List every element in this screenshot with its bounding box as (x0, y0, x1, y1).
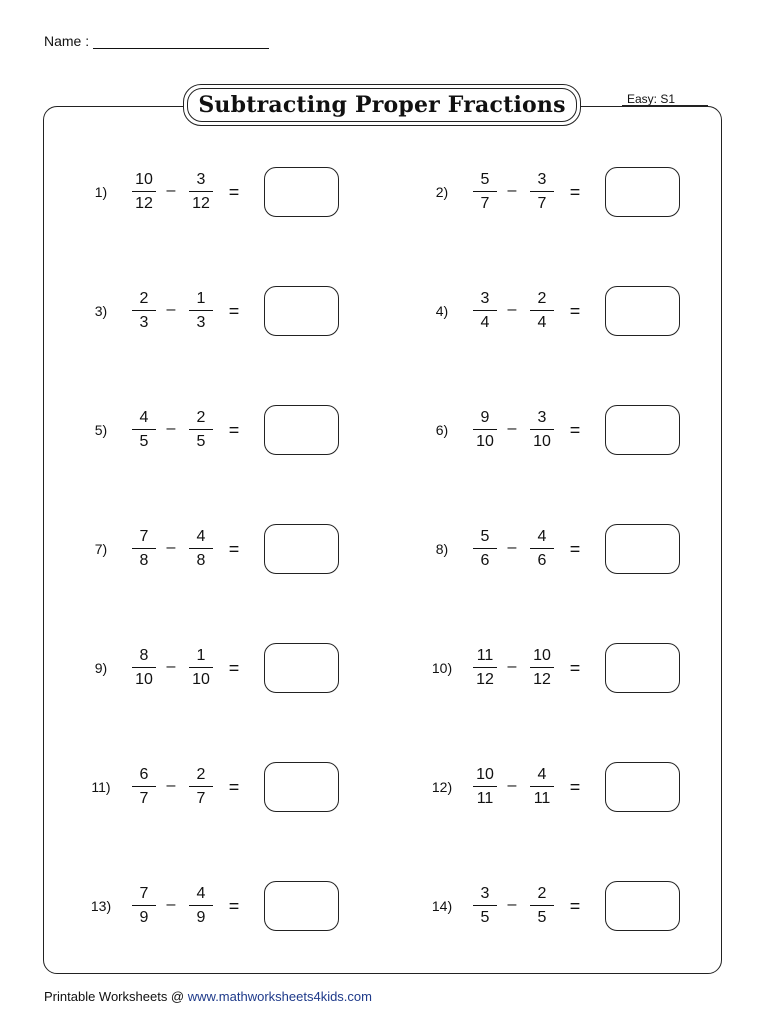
fraction-bar (189, 905, 213, 906)
denominator: 10 (476, 433, 494, 450)
numerator: 10 (135, 171, 153, 188)
fraction-bar (132, 429, 156, 430)
equals-sign: = (228, 420, 240, 440)
fraction-subtrahend (183, 527, 219, 571)
answer-box[interactable] (605, 762, 680, 812)
answer-box[interactable] (264, 524, 339, 574)
equals-sign: = (569, 658, 581, 678)
equals-sign: = (228, 539, 240, 559)
minus-sign: – (507, 301, 517, 318)
numerator: 9 (480, 409, 490, 426)
fraction-bar (530, 667, 554, 668)
problem-item (423, 643, 753, 693)
fraction-minuend (467, 527, 503, 571)
fraction-bar (132, 905, 156, 906)
problem-item (82, 286, 412, 336)
fraction-subtrahend (183, 765, 219, 809)
numerator: 1 (196, 647, 206, 664)
numerator: 4 (196, 528, 206, 545)
minus-sign: – (166, 420, 176, 437)
fraction-minuend (467, 170, 503, 214)
answer-box[interactable] (264, 643, 339, 693)
equals-sign: = (569, 182, 581, 202)
fraction-minuend (126, 408, 162, 452)
equals-sign: = (569, 420, 581, 440)
minus-sign: – (166, 896, 176, 913)
equals-sign: = (228, 777, 240, 797)
problem-number: 10) (431, 660, 453, 676)
equals-sign: = (569, 777, 581, 797)
problem-item (82, 167, 412, 217)
denominator: 12 (476, 671, 494, 688)
equals-sign: = (569, 539, 581, 559)
numerator: 7 (139, 528, 149, 545)
problem-number: 8) (435, 541, 449, 557)
fraction-subtrahend (183, 289, 219, 333)
name-blank-line[interactable] (93, 34, 269, 49)
footer-link[interactable]: www.mathworksheets4kids.com (187, 989, 372, 1004)
fraction-bar (530, 191, 554, 192)
answer-box[interactable] (264, 405, 339, 455)
answer-box[interactable] (605, 405, 680, 455)
equals-sign: = (228, 896, 240, 916)
problem-item (423, 881, 753, 931)
fraction-bar (473, 905, 497, 906)
equals-sign: = (569, 301, 581, 321)
minus-sign: – (507, 777, 517, 794)
fraction-minuend (467, 646, 503, 690)
numerator: 2 (537, 290, 547, 307)
minus-sign: – (166, 539, 176, 556)
problem-number: 4) (435, 303, 449, 319)
fraction-bar (473, 667, 497, 668)
denominator: 5 (480, 909, 490, 926)
denominator: 7 (537, 195, 547, 212)
minus-sign: – (507, 182, 517, 199)
denominator: 10 (533, 433, 551, 450)
difficulty-underline (622, 105, 708, 106)
problem-number: 5) (94, 422, 108, 438)
fraction-minuend (126, 884, 162, 928)
fraction-bar (473, 191, 497, 192)
minus-sign: – (507, 658, 517, 675)
denominator: 9 (139, 909, 149, 926)
numerator: 3 (537, 409, 547, 426)
denominator: 12 (135, 195, 153, 212)
numerator: 11 (476, 647, 494, 664)
fraction-bar (132, 786, 156, 787)
problem-item (82, 881, 412, 931)
equals-sign: = (228, 182, 240, 202)
denominator: 4 (480, 314, 490, 331)
fraction-bar (473, 786, 497, 787)
answer-box[interactable] (264, 286, 339, 336)
problem-item (423, 762, 753, 812)
fraction-minuend (126, 646, 162, 690)
minus-sign: – (507, 420, 517, 437)
fraction-bar (132, 548, 156, 549)
fraction-bar (189, 786, 213, 787)
problem-item (82, 524, 412, 574)
numerator: 10 (533, 647, 551, 664)
fraction-minuend (467, 408, 503, 452)
answer-box[interactable] (605, 524, 680, 574)
problem-item (423, 405, 753, 455)
numerator: 8 (139, 647, 149, 664)
numerator: 1 (196, 290, 206, 307)
fraction-bar (189, 429, 213, 430)
fraction-bar (473, 548, 497, 549)
numerator: 2 (196, 766, 206, 783)
numerator: 6 (139, 766, 149, 783)
fraction-subtrahend (524, 170, 560, 214)
numerator: 5 (480, 171, 490, 188)
fraction-bar (530, 905, 554, 906)
numerator: 3 (196, 171, 206, 188)
numerator: 4 (196, 885, 206, 902)
fraction-minuend (126, 170, 162, 214)
fraction-bar (473, 429, 497, 430)
name-field-row (44, 33, 269, 49)
fraction-subtrahend (524, 765, 560, 809)
title-banner (183, 84, 581, 126)
fraction-bar (132, 310, 156, 311)
minus-sign: – (166, 182, 176, 199)
fraction-bar (530, 429, 554, 430)
fraction-subtrahend (183, 170, 219, 214)
fraction-minuend (126, 527, 162, 571)
fraction-bar (530, 786, 554, 787)
fraction-bar (189, 310, 213, 311)
problem-number: 12) (431, 779, 453, 795)
fraction-minuend (467, 289, 503, 333)
problem-number: 3) (94, 303, 108, 319)
problem-number: 6) (435, 422, 449, 438)
page-title: Subtracting Proper Fractions (198, 92, 566, 118)
answer-box[interactable] (605, 643, 680, 693)
fraction-minuend (467, 765, 503, 809)
numerator: 2 (537, 885, 547, 902)
footer-label: Printable Worksheets @ (44, 989, 188, 1004)
denominator: 7 (480, 195, 490, 212)
fraction-minuend (126, 765, 162, 809)
fraction-subtrahend (524, 408, 560, 452)
numerator: 3 (480, 885, 490, 902)
denominator: 5 (196, 433, 206, 450)
problem-number: 9) (94, 660, 108, 676)
denominator: 3 (196, 314, 206, 331)
denominator: 6 (480, 552, 490, 569)
problem-item (423, 524, 753, 574)
fraction-subtrahend (183, 408, 219, 452)
denominator: 4 (537, 314, 547, 331)
fraction-subtrahend (183, 884, 219, 928)
numerator: 3 (480, 290, 490, 307)
problem-number: 7) (94, 541, 108, 557)
fraction-subtrahend (524, 884, 560, 928)
numerator: 4 (139, 409, 149, 426)
fraction-bar (132, 667, 156, 668)
numerator: 2 (139, 290, 149, 307)
problem-item (82, 762, 412, 812)
numerator: 3 (537, 171, 547, 188)
denominator: 8 (139, 552, 149, 569)
fraction-bar (530, 310, 554, 311)
equals-sign: = (569, 896, 581, 916)
denominator: 10 (192, 671, 210, 688)
problem-item (82, 643, 412, 693)
denominator: 5 (537, 909, 547, 926)
denominator: 5 (139, 433, 149, 450)
minus-sign: – (507, 896, 517, 913)
numerator: 5 (480, 528, 490, 545)
fraction-bar (473, 310, 497, 311)
fraction-minuend (126, 289, 162, 333)
minus-sign: – (507, 539, 517, 556)
fraction-bar (189, 548, 213, 549)
denominator: 12 (533, 671, 551, 688)
answer-box[interactable] (264, 762, 339, 812)
fraction-bar (189, 667, 213, 668)
problem-number: 1) (94, 184, 108, 200)
footer (44, 989, 372, 1004)
problem-number: 14) (431, 898, 453, 914)
answer-box[interactable] (264, 167, 339, 217)
problem-number: 13) (90, 898, 112, 914)
denominator: 3 (139, 314, 149, 331)
numerator: 4 (537, 528, 547, 545)
equals-sign: = (228, 658, 240, 678)
name-label: Name : (44, 33, 90, 49)
answer-box[interactable] (264, 881, 339, 931)
minus-sign: – (166, 658, 176, 675)
problem-item (423, 167, 753, 217)
denominator: 8 (196, 552, 206, 569)
fraction-bar (132, 191, 156, 192)
numerator: 2 (196, 409, 206, 426)
numerator: 4 (537, 766, 547, 783)
denominator: 12 (192, 195, 210, 212)
equals-sign: = (228, 301, 240, 321)
fraction-bar (530, 548, 554, 549)
fraction-subtrahend (524, 646, 560, 690)
denominator: 9 (196, 909, 206, 926)
denominator: 11 (476, 790, 494, 807)
minus-sign: – (166, 777, 176, 794)
denominator: 11 (533, 790, 551, 807)
answer-box[interactable] (605, 881, 680, 931)
problem-item (82, 405, 412, 455)
problem-number: 2) (435, 184, 449, 200)
problem-number: 11) (91, 779, 111, 795)
fraction-bar (189, 191, 213, 192)
denominator: 6 (537, 552, 547, 569)
fraction-subtrahend (524, 289, 560, 333)
difficulty-level: Easy: S1 (627, 92, 676, 106)
problem-item (423, 286, 753, 336)
numerator: 7 (139, 885, 149, 902)
denominator: 10 (135, 671, 153, 688)
minus-sign: – (166, 301, 176, 318)
fraction-subtrahend (524, 527, 560, 571)
fraction-minuend (467, 884, 503, 928)
numerator: 10 (476, 766, 494, 783)
fraction-subtrahend (183, 646, 219, 690)
denominator: 7 (139, 790, 149, 807)
answer-box[interactable] (605, 286, 680, 336)
denominator: 7 (196, 790, 206, 807)
answer-box[interactable] (605, 167, 680, 217)
